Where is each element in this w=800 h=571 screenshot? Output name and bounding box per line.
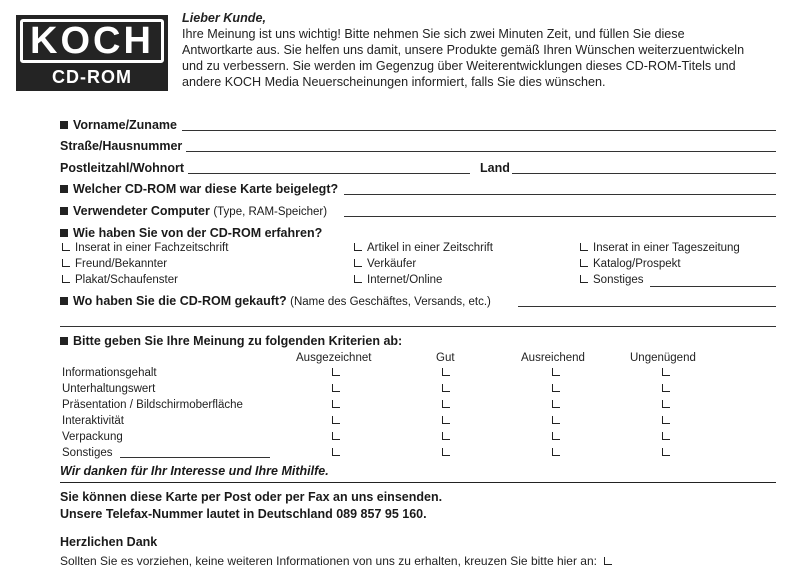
fax-number-text: Unsere Telefax-Nummer lautet in Deutschland 089 857 95 160. (60, 507, 427, 521)
rating-checkbox-icon[interactable] (552, 432, 560, 440)
checkbox-icon[interactable] (62, 259, 70, 267)
rating-checkbox-icon[interactable] (662, 416, 670, 424)
computer-field-label: Verwendeter Computer (Type, RAM-Speicher) (60, 204, 327, 218)
rating-row-label: Verpackung (62, 431, 123, 443)
source-option[interactable]: Inserat in einer Fachzeitschrift (62, 242, 228, 254)
purchase-input-line[interactable] (518, 306, 776, 307)
rating-checkbox-icon[interactable] (332, 432, 340, 440)
rating-checkbox-icon[interactable] (442, 368, 450, 376)
rating-checkbox-icon[interactable] (552, 368, 560, 376)
checkbox-icon[interactable] (62, 243, 70, 251)
checkbox-icon[interactable] (580, 275, 588, 283)
rating-column-header: Ausreichend (521, 352, 585, 364)
bullet-square-icon (60, 207, 68, 215)
rating-checkbox-icon[interactable] (442, 448, 450, 456)
checkbox-icon[interactable] (580, 243, 588, 251)
checkbox-icon[interactable] (62, 275, 70, 283)
street-field-label: Straße/Hausnummer (60, 139, 183, 153)
source-option[interactable]: Verkäufer (354, 258, 416, 270)
rating-checkbox-icon[interactable] (552, 416, 560, 424)
rating-checkbox-icon[interactable] (662, 432, 670, 440)
optout-checkbox-icon[interactable] (604, 557, 612, 565)
checkbox-icon[interactable] (354, 243, 362, 251)
street-input-line[interactable] (186, 151, 776, 152)
computer-field-hint: (Type, RAM-Speicher) (213, 206, 328, 218)
rating-question: Bitte geben Sie Ihre Meinung zu folgenden Kriterien ab: (60, 334, 402, 348)
rating-checkbox-icon[interactable] (332, 400, 340, 408)
source-option[interactable]: Freund/Bekannter (62, 258, 167, 270)
rating-checkbox-icon[interactable] (662, 384, 670, 392)
rating-checkbox-icon[interactable] (442, 432, 450, 440)
checkbox-icon[interactable] (354, 275, 362, 283)
country-input-line[interactable] (512, 173, 776, 174)
rating-checkbox-icon[interactable] (442, 400, 450, 408)
bullet-square-icon (60, 297, 68, 305)
send-instructions: Sie können diese Karte per Post oder per Fax an uns einsenden. (60, 490, 443, 504)
rating-column-header: Ungenügend (630, 352, 696, 364)
bullet-square-icon (60, 185, 68, 193)
source-option[interactable]: Katalog/Prospekt (580, 258, 681, 270)
rating-other-input-line[interactable] (120, 457, 270, 458)
rating-row-label: Sonstiges (62, 447, 113, 459)
logo-brand: KOCH (20, 19, 164, 63)
rating-checkbox-icon[interactable] (552, 400, 560, 408)
koch-cdrom-logo (16, 15, 168, 91)
source-option[interactable]: Internet/Online (354, 274, 442, 286)
source-option[interactable]: Inserat in einer Tageszeitung (580, 242, 740, 254)
purchase-question: Wo haben Sie die CD-ROM gekauft? (Name des Geschäftes, Versands, etc.) (60, 294, 491, 308)
rating-checkbox-icon[interactable] (662, 448, 670, 456)
thanks-text: Wir danken für Ihr Interesse und Ihre Mithilfe. (60, 464, 329, 478)
rating-checkbox-icon[interactable] (332, 384, 340, 392)
rating-checkbox-icon[interactable] (332, 368, 340, 376)
rating-checkbox-icon[interactable] (332, 416, 340, 424)
source-other-input-line[interactable] (650, 286, 776, 287)
rating-row-label: Unterhaltungswert (62, 383, 156, 395)
logo-product: CD-ROM (52, 67, 132, 87)
rating-column-header: Ausgezeichnet (296, 352, 372, 364)
name-input-line[interactable] (182, 130, 776, 131)
rating-checkbox-icon[interactable] (552, 448, 560, 456)
rating-checkbox-icon[interactable] (662, 368, 670, 376)
intro-text (182, 10, 792, 90)
rating-checkbox-icon[interactable] (442, 416, 450, 424)
optout-line: Sollten Sie es vorziehen, keine weiteren Informationen von uns zu erhalten, kreuzen Sie bitte hier an: (60, 554, 617, 568)
rating-row-label: Informationsgehalt (62, 367, 157, 379)
source-option[interactable]: Plakat/Schaufenster (62, 274, 178, 286)
regards-text: Herzlichen Dank (60, 535, 158, 549)
bullet-square-icon (60, 337, 68, 345)
purchase-hint: (Name des Geschäftes, Versands, etc.) (290, 296, 491, 308)
zip-city-input-line[interactable] (188, 173, 470, 174)
intro-line: Ihre Meinung ist uns wichtig! Bitte nehmen Sie sich zwei Minuten Zeit, und füllen Sie diese (182, 27, 685, 41)
cdrom-input-line[interactable] (344, 194, 776, 195)
rating-checkbox-icon[interactable] (552, 384, 560, 392)
intro-line: andere KOCH Media Neuerscheinungen informiert, falls Sie dies wünschen. (182, 75, 606, 89)
source-option[interactable]: Artikel in einer Zeitschrift (354, 242, 493, 254)
rating-checkbox-icon[interactable] (332, 448, 340, 456)
checkbox-icon[interactable] (580, 259, 588, 267)
name-field-label: Vorname/Zuname (60, 118, 177, 132)
computer-input-line[interactable] (344, 216, 776, 217)
rating-checkbox-icon[interactable] (442, 384, 450, 392)
checkbox-icon[interactable] (354, 259, 362, 267)
zip-city-field-label: Postleitzahl/Wohnort (60, 161, 185, 175)
bullet-square-icon (60, 121, 68, 129)
greeting: Lieber Kunde, (182, 11, 266, 25)
rating-column-header: Gut (436, 352, 455, 364)
intro-line: Antwortkarte aus. Sie helfen uns damit, unsere Produkte gemäß Ihren Wünschen weiterzuentwickeln (182, 43, 745, 57)
intro-line: und zu verbessern. Sie werden im Gegenzug über Weiterentwicklungen dieses CD-ROM-Titels und (182, 59, 736, 73)
purchase-input-line-2[interactable] (60, 326, 776, 327)
cdrom-field-label: Welcher CD-ROM war diese Karte beigelegt? (60, 182, 338, 196)
bullet-square-icon (60, 229, 68, 237)
section-divider (60, 482, 776, 483)
rating-row-label: Präsentation / Bildschirmoberfläche (62, 399, 243, 411)
source-option[interactable]: Sonstiges (580, 274, 644, 286)
rating-checkbox-icon[interactable] (662, 400, 670, 408)
rating-row-label: Interaktivität (62, 415, 124, 427)
country-field-label: Land (480, 161, 510, 175)
source-question: Wie haben Sie von der CD-ROM erfahren? (60, 226, 322, 240)
